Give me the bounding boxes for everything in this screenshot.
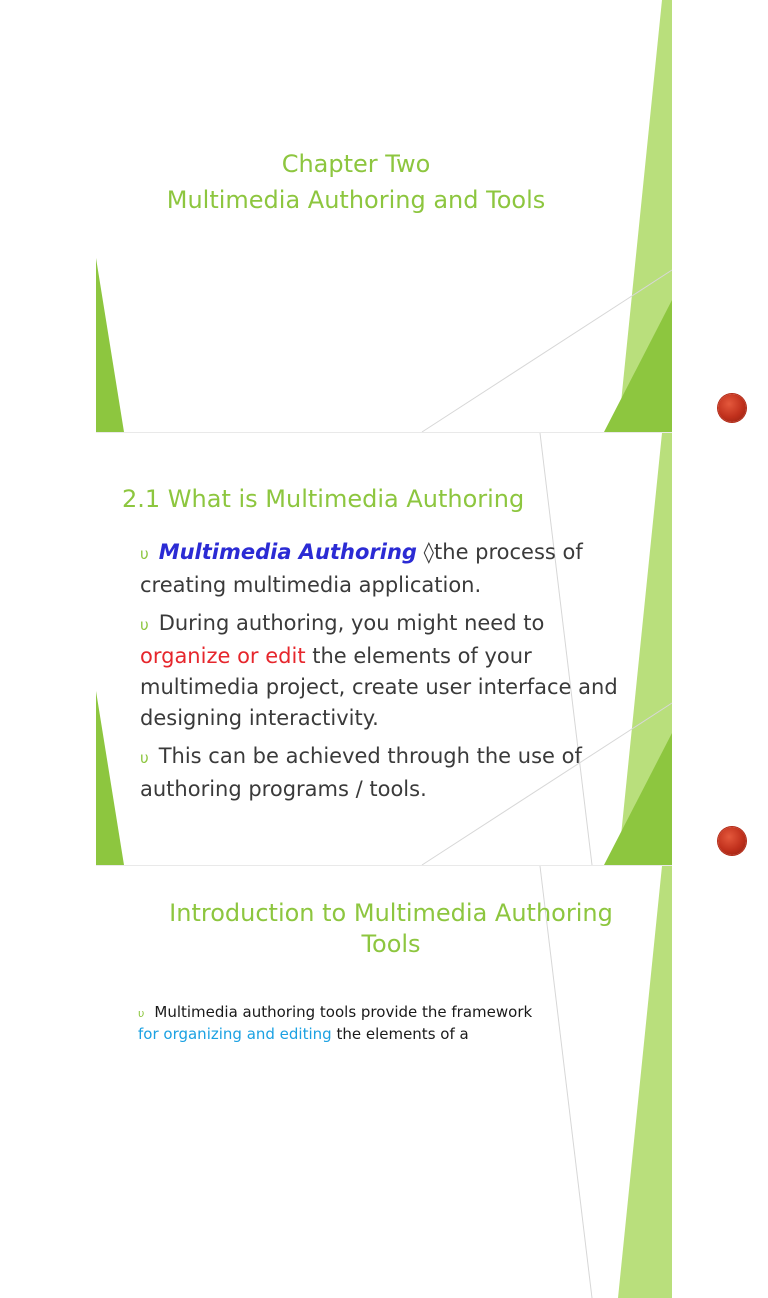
slide-intro-authoring-tools xyxy=(96,866,672,1043)
slide-nav-dot-icon[interactable] xyxy=(718,827,746,855)
list-item-continuation xyxy=(138,1024,658,1044)
definition-text: ◊the process of creating multimedia application. xyxy=(140,540,583,597)
list-item xyxy=(140,741,632,805)
bullet-icon: υ xyxy=(140,545,149,563)
bullet-icon: υ xyxy=(140,616,149,634)
paragraph-text: Multimedia authoring tools provide the framework xyxy=(154,1003,533,1021)
section-body xyxy=(138,1002,658,1044)
bullet-icon: υ xyxy=(140,749,149,767)
highlight-emphasis: for organizing and editing xyxy=(138,1025,332,1043)
paragraph-text: the elements of your multimedia project, create user interface and designing interactivity. xyxy=(140,644,618,730)
list-item xyxy=(140,608,632,734)
section-heading: 2.1 What is Multimedia Authoring xyxy=(122,485,525,513)
bullet-icon: υ xyxy=(138,1007,145,1020)
paragraph-text: During authoring, you might need to xyxy=(158,611,545,635)
chapter-title-line2: Multimedia Authoring and Tools xyxy=(166,186,546,214)
slide-what-is-authoring xyxy=(96,433,672,865)
chapter-title xyxy=(96,146,616,218)
slide-chapter-title xyxy=(96,0,672,432)
paragraph-text: This can be achieved through the use of authoring programs / tools. xyxy=(140,744,582,801)
highlight-emphasis: organize or edit xyxy=(140,644,306,668)
section-heading: Introduction to Multimedia Authoring Tools xyxy=(169,899,613,958)
slide-nav-dot-icon[interactable] xyxy=(718,394,746,422)
chapter-title-line1: Chapter Two xyxy=(281,150,431,178)
list-item xyxy=(138,1002,658,1024)
list-item xyxy=(140,537,632,601)
section-body xyxy=(140,537,632,812)
paragraph-text: the elements of a xyxy=(331,1025,469,1043)
term-emphasis: Multimedia Authoring xyxy=(158,540,417,564)
